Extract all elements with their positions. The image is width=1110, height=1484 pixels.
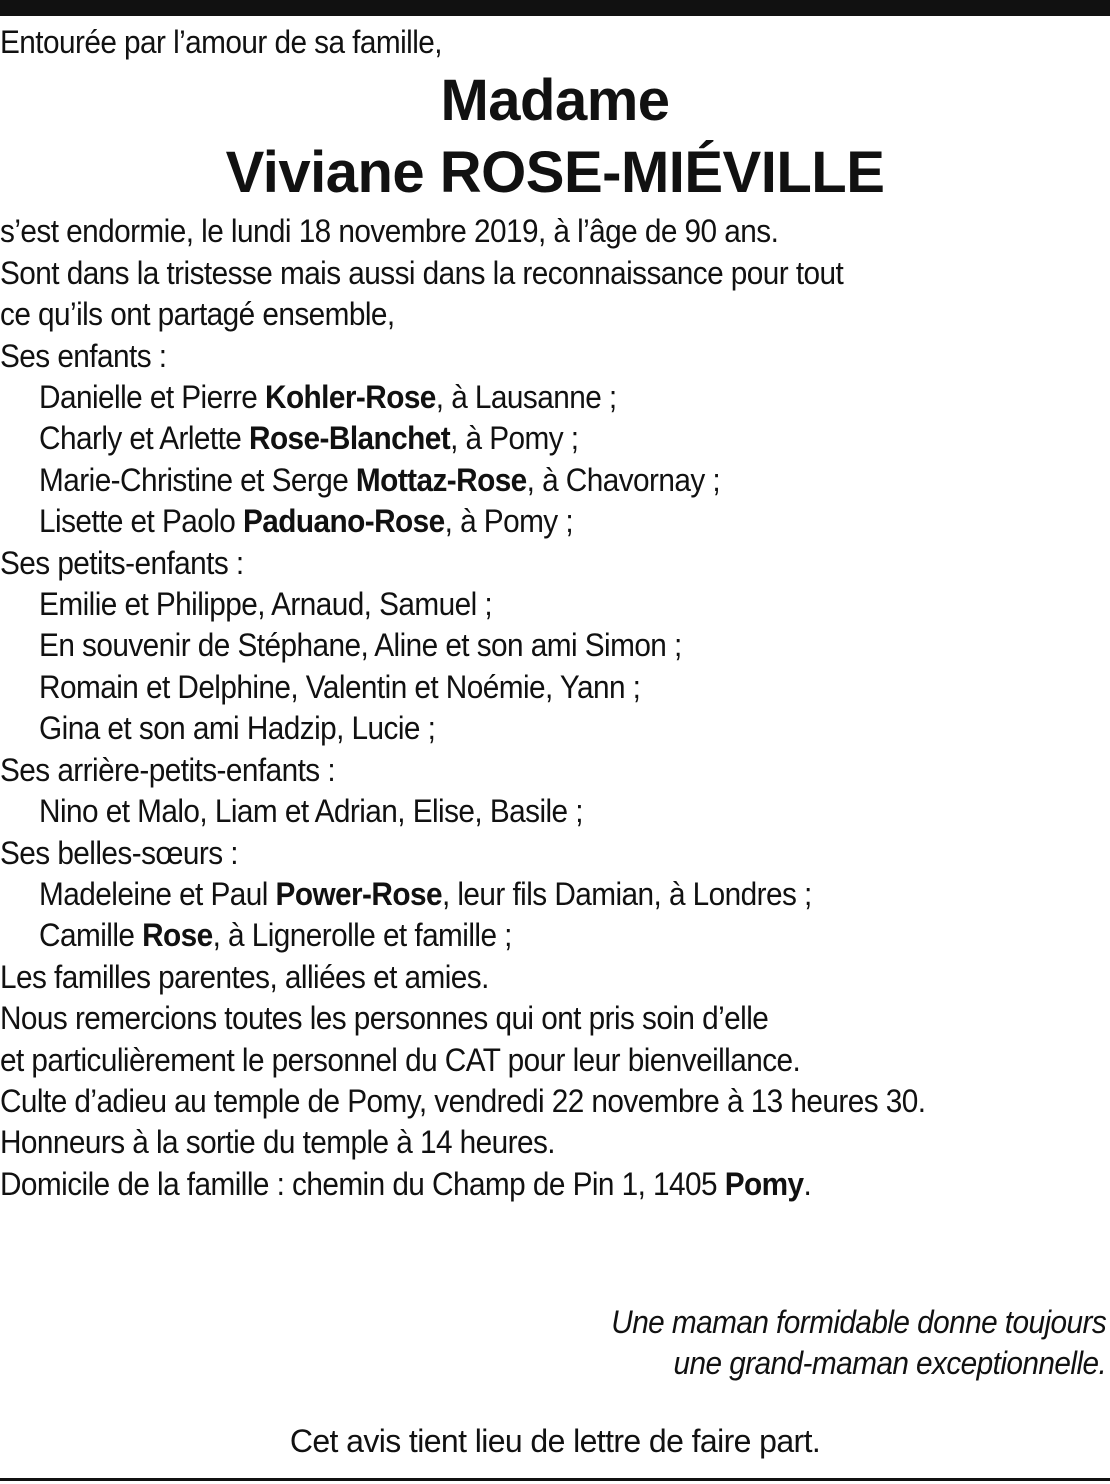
family-name: Kohler-Rose	[265, 379, 436, 416]
announcement-line: ce qu’ils ont partagé ensemble,	[0, 296, 395, 333]
top-rule	[0, 0, 1110, 16]
obituary-body	[0, 22, 1110, 1205]
announcement-line: Sont dans la tristesse mais aussi dans la reconnaissance pour tout	[0, 254, 844, 291]
deceased-name: Viviane ROSE-MIÉVILLE	[225, 140, 885, 206]
bottom-rule	[0, 1478, 1110, 1481]
family-name: Rose-Blanchet	[249, 420, 451, 457]
grandchildren-label: Ses petits-enfants :	[0, 544, 244, 581]
child-entry: Danielle et Pierre Kohler-Rose, à Lausanne ;	[39, 379, 617, 416]
sister-in-law-entry: Camille Rose, à Lignerolle et famille ;	[39, 917, 512, 954]
child-entry: Marie-Christine et Serge Mottaz-Rose, à Chavornay ;	[39, 461, 721, 498]
quote-line: Une maman formidable donne toujours	[611, 1304, 1106, 1340]
domicile-town: Pomy	[724, 1165, 804, 1202]
grandchild-entry: Gina et son ami Hadzip, Lucie ;	[39, 710, 436, 747]
closing-line: et particulièrement le personnel du CAT pour leur bienveillance.	[0, 1041, 801, 1078]
family-name: Rose	[142, 917, 213, 954]
announcement-line: s’est endormie, le lundi 18 novembre 2019, à l’âge de 90 ans.	[0, 213, 779, 250]
domicile-line: Domicile de la famille : chemin du Champ de Pin 1, 1405 Pomy.	[0, 1165, 812, 1202]
child-entry: Charly et Arlette Rose-Blanchet, à Pomy ;	[39, 420, 579, 457]
grandchild-entry: En souvenir de Stéphane, Aline et son ami Simon ;	[39, 627, 682, 664]
deceased-heading	[0, 65, 1110, 209]
memorial-quote	[611, 1302, 1106, 1385]
child-entry: Lisette et Paolo Paduano-Rose, à Pomy ;	[39, 503, 574, 540]
closing-line: Culte d’adieu au temple de Pomy, vendredi 22 novembre à 13 heures 30.	[0, 1082, 926, 1119]
children-label: Ses enfants :	[0, 337, 167, 374]
notice-line: Cet avis tient lieu de lettre de faire part.	[289, 1423, 821, 1459]
deceased-title: Madame	[440, 68, 670, 134]
family-name: Power-Rose	[275, 875, 442, 912]
closing-line: Les familles parentes, alliées et amies.	[0, 958, 489, 995]
great-grandchild-entry: Nino et Malo, Liam et Adrian, Elise, Basile ;	[39, 793, 583, 830]
grandchild-entry: Emilie et Philippe, Arnaud, Samuel ;	[39, 586, 493, 623]
intro-line: Entourée par l’amour de sa famille,	[0, 24, 442, 60]
sister-in-law-entry: Madeleine et Paul Power-Rose, leur fils Damian, à Londres ;	[39, 875, 812, 912]
great-grandchildren-label: Ses arrière-petits-enfants :	[0, 751, 336, 788]
closing-line: Honneurs à la sortie du temple à 14 heures.	[0, 1124, 556, 1161]
family-name: Paduano-Rose	[243, 503, 445, 540]
closing-line: Nous remercions toutes les personnes qui ont pris soin d’elle	[0, 1000, 769, 1037]
family-name: Mottaz-Rose	[355, 461, 527, 498]
sisters-in-law-label: Ses belles-sœurs :	[0, 834, 239, 871]
quote-line: une grand-maman exceptionnelle.	[673, 1345, 1106, 1382]
grandchild-entry: Romain et Delphine, Valentin et Noémie, Yann ;	[39, 668, 641, 705]
